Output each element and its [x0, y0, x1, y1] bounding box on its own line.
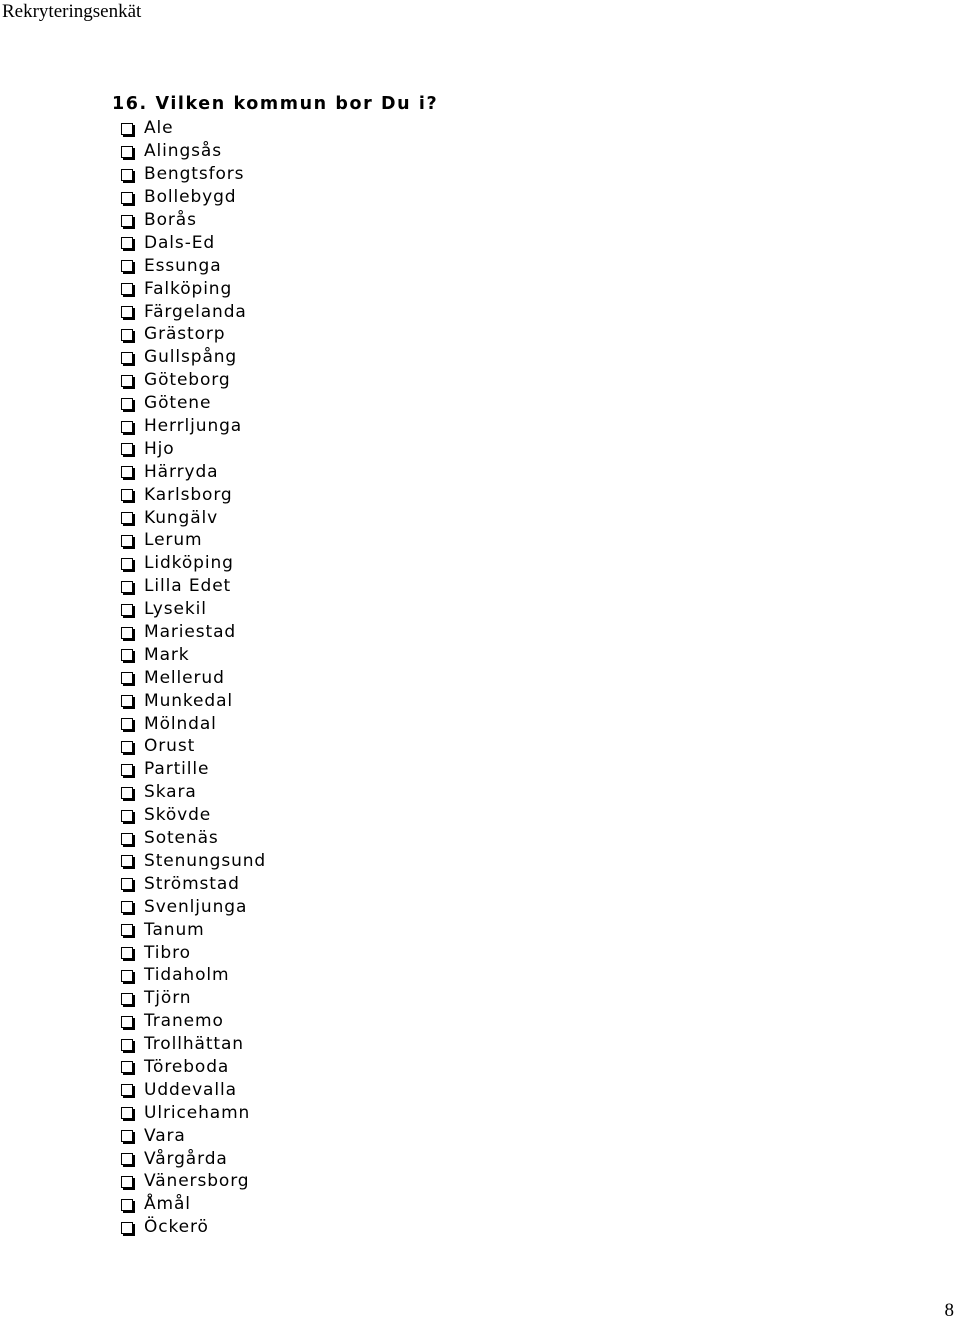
list-item[interactable]: [121, 827, 266, 850]
list-item[interactable]: [121, 804, 266, 827]
checkbox-icon[interactable]: [121, 215, 133, 227]
option-label: Lidköping: [144, 553, 234, 574]
list-item[interactable]: [121, 346, 266, 369]
checkbox-icon[interactable]: [121, 466, 133, 478]
option-label: Dals-Ed: [144, 232, 216, 253]
option-label: Trollhättan: [144, 1034, 244, 1055]
list-item[interactable]: [121, 552, 266, 575]
checkbox-icon[interactable]: [121, 604, 133, 616]
checkbox-icon[interactable]: [121, 581, 133, 593]
option-label: Ale: [144, 118, 174, 139]
option-label: Sotenäs: [144, 828, 219, 849]
checkbox-icon[interactable]: [121, 352, 133, 364]
list-item[interactable]: [121, 712, 266, 735]
list-item[interactable]: [121, 231, 266, 254]
list-item[interactable]: [121, 483, 266, 506]
list-item[interactable]: [121, 460, 266, 483]
option-label: Töreboda: [144, 1056, 230, 1077]
option-label: Bengtsfors: [144, 164, 245, 185]
option-label: Borås: [144, 210, 197, 230]
checkbox-icon[interactable]: [121, 1084, 133, 1096]
option-label: Lilla Edet: [144, 576, 232, 597]
checkbox-icon[interactable]: [121, 535, 133, 547]
list-item[interactable]: [121, 277, 266, 300]
option-label: Tidaholm: [144, 965, 230, 986]
checkbox-icon[interactable]: [121, 672, 133, 684]
checkbox-icon[interactable]: [121, 1199, 133, 1211]
option-label: Stenungsund: [144, 850, 267, 871]
list-item[interactable]: [121, 964, 266, 987]
option-label: Skara: [144, 782, 197, 803]
option-label: Öckerö: [144, 1217, 209, 1238]
list-item[interactable]: [121, 598, 266, 621]
option-label: Färgelanda: [144, 301, 247, 322]
list-item[interactable]: [121, 369, 266, 392]
option-label: Herrljunga: [144, 416, 243, 437]
option-label: Kungälv: [144, 507, 219, 528]
list-item[interactable]: [121, 575, 266, 598]
document-header-title: Rekryteringsenkät: [2, 1, 142, 22]
list-item[interactable]: [121, 735, 266, 758]
option-label: Uddevalla: [144, 1079, 237, 1100]
list-item[interactable]: [121, 1147, 266, 1170]
option-label: Grästorp: [144, 324, 226, 345]
list-item[interactable]: [121, 621, 266, 644]
option-label: Göteborg: [144, 370, 231, 391]
option-label: Lysekil: [144, 599, 207, 620]
option-label: Vara: [144, 1125, 186, 1146]
list-item[interactable]: [121, 1216, 266, 1239]
list-item[interactable]: [121, 186, 266, 209]
checkbox-icon[interactable]: [121, 1039, 133, 1051]
option-label: Härryda: [144, 461, 219, 482]
list-item[interactable]: [121, 941, 266, 964]
list-item[interactable]: [121, 140, 266, 163]
list-item[interactable]: [121, 1101, 266, 1124]
checkbox-icon[interactable]: [121, 558, 133, 570]
checkbox-icon[interactable]: [121, 1130, 133, 1142]
checkbox-icon[interactable]: [121, 649, 133, 661]
option-label: Mariestad: [144, 622, 237, 643]
checkbox-icon[interactable]: [121, 489, 133, 501]
option-label: Bollebygd: [144, 187, 237, 208]
option-label: Tjörn: [144, 988, 192, 1009]
checkbox-icon[interactable]: [121, 1176, 133, 1188]
checkbox-icon[interactable]: [121, 123, 133, 135]
checkbox-icon[interactable]: [121, 1061, 133, 1073]
list-item[interactable]: [121, 1124, 266, 1147]
list-item[interactable]: [121, 1170, 266, 1193]
checkbox-icon[interactable]: [121, 283, 133, 295]
option-label: Åmål: [144, 1194, 191, 1215]
checkbox-icon[interactable]: [121, 787, 133, 799]
option-label: Partille: [144, 759, 210, 780]
list-item[interactable]: [121, 643, 266, 666]
list-item[interactable]: [121, 781, 266, 804]
option-label: Ulricehamn: [144, 1102, 251, 1123]
option-list: [121, 117, 266, 1239]
checkbox-icon[interactable]: [121, 855, 133, 867]
list-item[interactable]: [121, 987, 266, 1010]
list-item[interactable]: [121, 850, 266, 873]
checkbox-icon[interactable]: [121, 970, 133, 982]
checkbox-icon[interactable]: [121, 901, 133, 913]
checkbox-icon[interactable]: [121, 443, 133, 455]
list-item[interactable]: [121, 392, 266, 415]
checkbox-icon[interactable]: [121, 993, 133, 1005]
checkbox-icon[interactable]: [121, 810, 133, 822]
checkbox-icon[interactable]: [121, 169, 133, 181]
checkbox-icon[interactable]: [121, 421, 133, 433]
option-label: Mark: [144, 644, 190, 665]
list-item[interactable]: [121, 415, 266, 438]
list-item[interactable]: [121, 323, 266, 346]
list-item[interactable]: [121, 506, 266, 529]
list-item[interactable]: [121, 529, 266, 552]
list-item[interactable]: [121, 1193, 266, 1216]
list-item[interactable]: [121, 254, 266, 277]
option-label: Skövde: [144, 805, 212, 826]
list-item[interactable]: [121, 1010, 266, 1033]
option-label: Hjo: [144, 438, 175, 459]
checkbox-icon[interactable]: [121, 695, 133, 707]
option-label: Tibro: [144, 942, 191, 963]
option-label: Gullspång: [144, 347, 238, 368]
checkbox-icon[interactable]: [121, 764, 133, 776]
checkbox-icon[interactable]: [121, 878, 133, 890]
checkbox-icon[interactable]: [121, 1107, 133, 1119]
option-label: Tanum: [144, 919, 205, 940]
list-item[interactable]: [121, 437, 266, 460]
checkbox-icon[interactable]: [121, 512, 133, 524]
list-item[interactable]: [121, 117, 266, 140]
list-item[interactable]: [121, 300, 266, 323]
checkbox-icon[interactable]: [121, 947, 133, 959]
option-label: Karlsborg: [144, 484, 233, 505]
checkbox-icon[interactable]: [121, 237, 133, 249]
option-label: Vänersborg: [144, 1171, 250, 1192]
checkbox-icon[interactable]: [121, 306, 133, 318]
list-item[interactable]: [121, 872, 266, 895]
checkbox-icon[interactable]: [121, 398, 133, 410]
checkbox-icon[interactable]: [121, 329, 133, 341]
checkbox-icon[interactable]: [121, 146, 133, 158]
list-item[interactable]: [121, 209, 266, 232]
list-item[interactable]: [121, 1033, 266, 1056]
list-item[interactable]: [121, 1078, 266, 1101]
checkbox-icon[interactable]: [121, 375, 133, 387]
option-label: Alingsås: [144, 141, 222, 162]
checkbox-icon[interactable]: [121, 924, 133, 936]
option-label: Orust: [144, 736, 196, 757]
checkbox-icon[interactable]: [121, 1153, 133, 1165]
checkbox-icon[interactable]: [121, 192, 133, 204]
checkbox-icon[interactable]: [121, 833, 133, 845]
option-label: Falköping: [144, 278, 233, 299]
list-item[interactable]: [121, 918, 266, 941]
checkbox-icon[interactable]: [121, 718, 133, 730]
checkbox-icon[interactable]: [121, 260, 133, 272]
checkbox-icon[interactable]: [121, 1222, 133, 1234]
checkbox-icon[interactable]: [121, 627, 133, 639]
option-label: Essunga: [144, 255, 222, 276]
option-label: Mölndal: [144, 713, 217, 734]
option-label: Vårgårda: [144, 1148, 228, 1169]
list-item[interactable]: [121, 758, 266, 781]
option-label: Tranemo: [144, 1011, 224, 1032]
list-item[interactable]: [121, 666, 266, 689]
option-label: Mellerud: [144, 667, 225, 688]
option-label: Svenljunga: [144, 896, 248, 917]
option-label: Götene: [144, 393, 212, 414]
list-item[interactable]: [121, 1056, 266, 1079]
option-label: Strömstad: [144, 873, 240, 894]
page-number: 8: [944, 1300, 954, 1321]
question-title: 16. Vilken kommun bor Du i?: [112, 94, 439, 114]
checkbox-icon[interactable]: [121, 741, 133, 753]
list-item[interactable]: [121, 689, 266, 712]
list-item[interactable]: [121, 895, 266, 918]
option-label: Munkedal: [144, 690, 234, 711]
option-label: Lerum: [144, 530, 203, 551]
list-item[interactable]: [121, 163, 266, 186]
checkbox-icon[interactable]: [121, 1016, 133, 1028]
